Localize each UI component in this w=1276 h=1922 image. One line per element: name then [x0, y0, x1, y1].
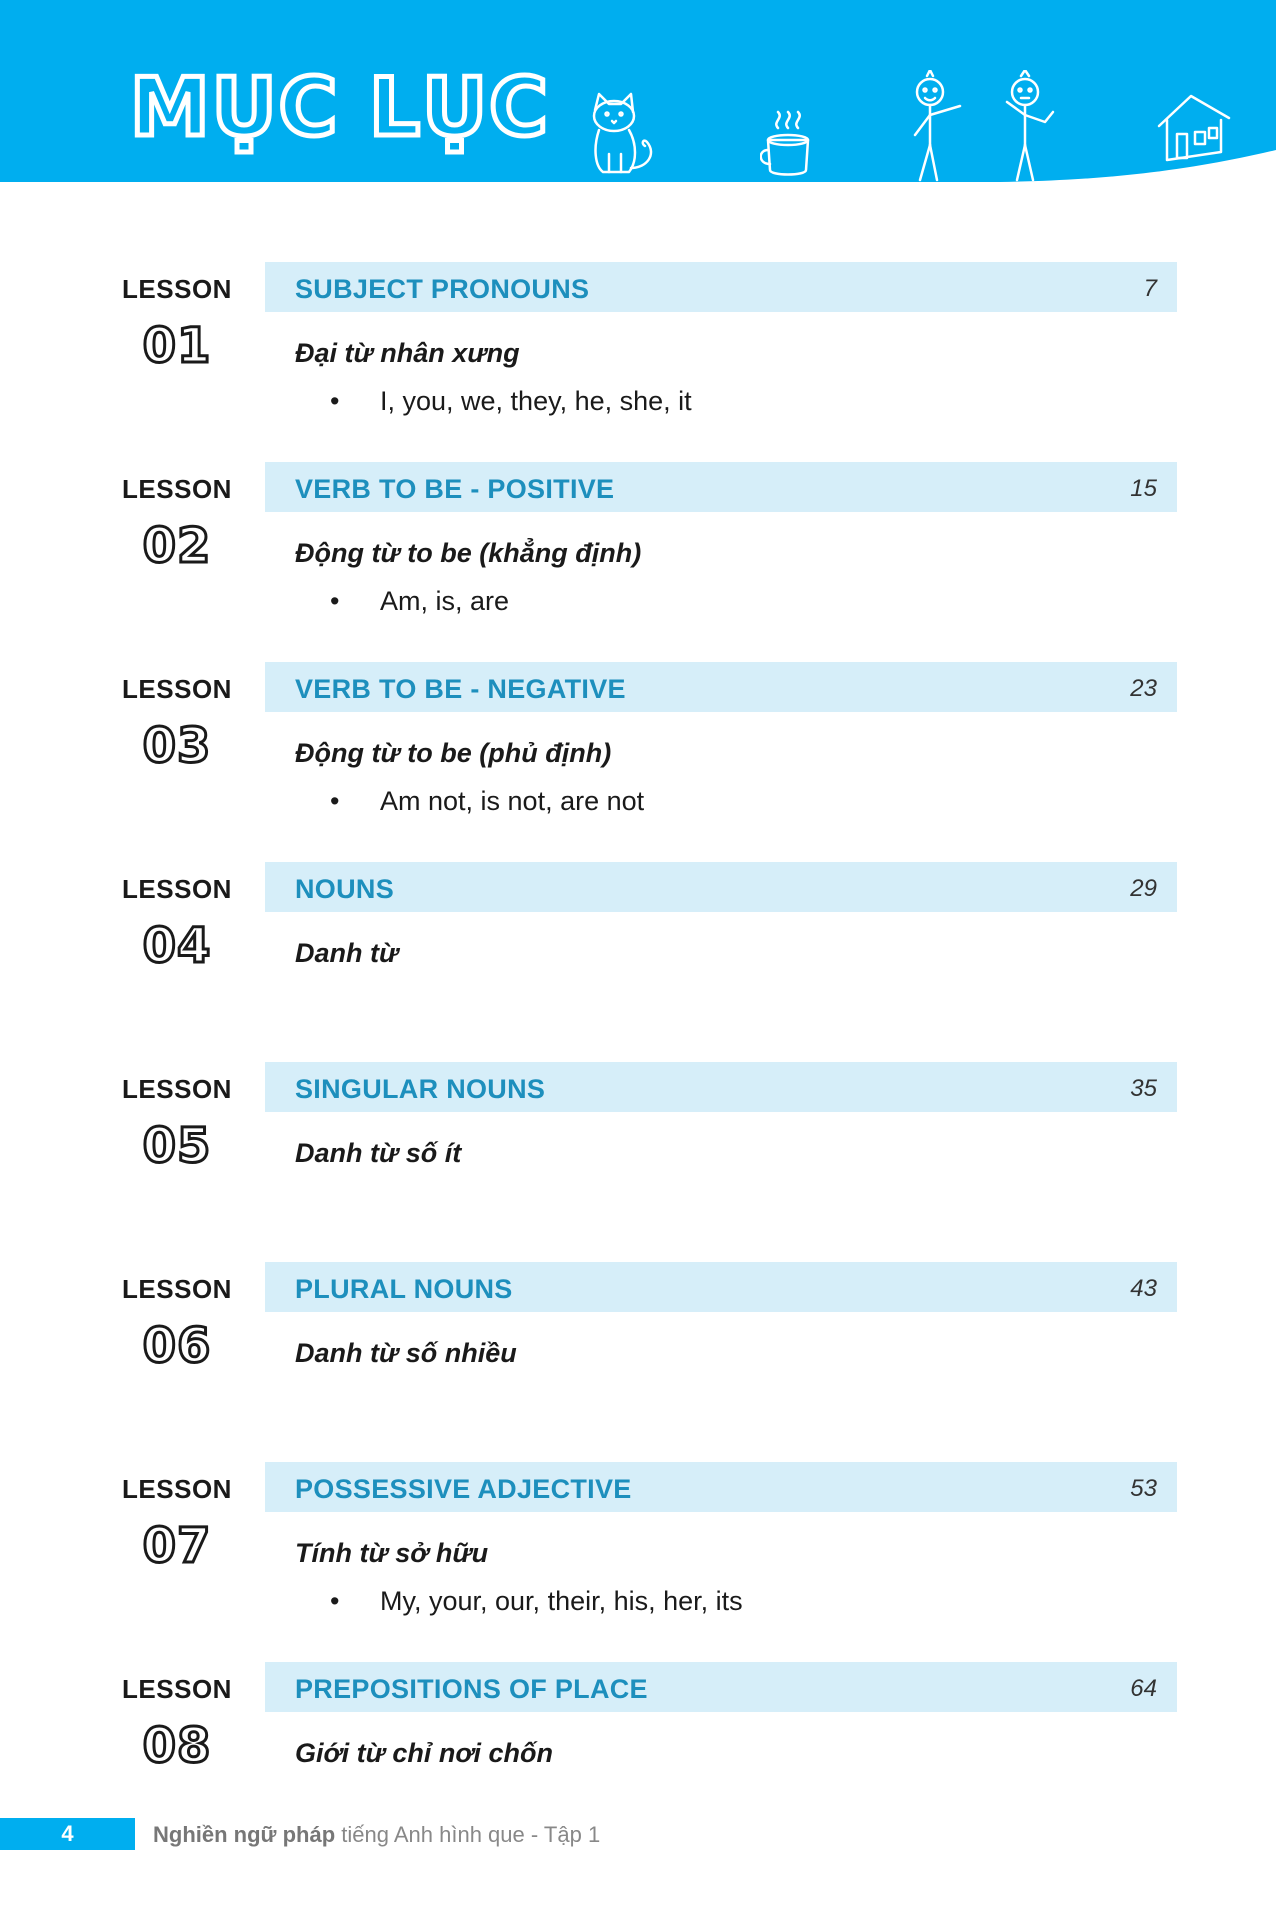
- lesson-title-bar[interactable]: [265, 1062, 1177, 1112]
- lesson-title: SUBJECT PRONOUNS: [295, 274, 590, 304]
- lesson-number: 01: [142, 318, 212, 374]
- lesson-number: 06: [142, 1318, 212, 1374]
- house-icon: [1155, 90, 1235, 170]
- lesson-title-bar[interactable]: [265, 462, 1177, 512]
- lesson-page-number: 53: [1130, 1475, 1157, 1502]
- lesson-title: NOUNS: [295, 874, 395, 904]
- lesson-title-bar[interactable]: [265, 262, 1177, 312]
- lesson-title: POSSESSIVE ADJECTIVE: [295, 1474, 632, 1504]
- lesson-label: LESSON: [122, 674, 232, 704]
- bullet-icon: •: [330, 586, 340, 616]
- lesson-title: PREPOSITIONS OF PLACE: [295, 1674, 648, 1704]
- footer: [0, 1818, 1276, 1850]
- lesson-page-number: 29: [1130, 875, 1157, 902]
- lesson-page-number: 64: [1130, 1675, 1157, 1702]
- lesson-subtitle: Động từ to be (phủ định): [295, 738, 612, 768]
- lesson-subtitle: Danh từ: [295, 938, 399, 968]
- lesson-page-number: 15: [1130, 475, 1157, 502]
- lesson-page-number: 43: [1130, 1275, 1157, 1302]
- lesson-bullet-text: My, your, our, their, his, her, its: [380, 1586, 743, 1616]
- page-number: 4: [0, 1818, 135, 1850]
- lesson-subtitle: Danh từ số ít: [295, 1138, 462, 1168]
- lesson-title-bar[interactable]: [265, 1262, 1177, 1312]
- lesson-title-bar[interactable]: [265, 1662, 1177, 1712]
- lesson-page-number: 7: [1143, 275, 1157, 302]
- lesson-number: 04: [142, 918, 212, 974]
- lesson-label: LESSON: [122, 1474, 232, 1504]
- lesson-bullet-text: Am not, is not, are not: [380, 786, 645, 816]
- book-title-bold: Nghiền ngữ pháp: [153, 1822, 336, 1847]
- header-banner: [0, 0, 1276, 185]
- lesson-entry[interactable]: [0, 1462, 1276, 1662]
- lesson-label: LESSON: [122, 1674, 232, 1704]
- bullet-icon: •: [330, 1586, 340, 1616]
- lesson-page-number: 35: [1130, 1075, 1157, 1102]
- lesson-title-bar[interactable]: [265, 862, 1177, 912]
- coffee-cup-icon: [760, 110, 820, 180]
- lesson-label: LESSON: [122, 1074, 232, 1104]
- bullet-icon: •: [330, 786, 340, 816]
- lesson-subtitle: Danh từ số nhiều: [295, 1338, 517, 1368]
- lesson-number: 02: [142, 518, 212, 574]
- lesson-entry[interactable]: [0, 1662, 1276, 1792]
- lesson-subtitle: Tính từ sở hữu: [295, 1538, 489, 1568]
- lesson-subtitle: Động từ to be (khẳng định): [295, 538, 642, 568]
- cat-icon: [585, 88, 665, 178]
- stick-figures-icon: [905, 70, 1065, 185]
- lesson-title: PLURAL NOUNS: [295, 1274, 513, 1304]
- lesson-title-bar[interactable]: [265, 1462, 1177, 1512]
- book-title-rest: tiếng Anh hình que - Tập 1: [341, 1822, 601, 1847]
- lesson-entry[interactable]: [0, 862, 1276, 1062]
- bullet-icon: •: [330, 386, 340, 416]
- lesson-entry[interactable]: [0, 662, 1276, 862]
- lesson-label: LESSON: [122, 1274, 232, 1304]
- page-title: MỤC LỤC: [130, 61, 550, 154]
- lesson-entry[interactable]: [0, 1262, 1276, 1462]
- lesson-title: VERB TO BE - POSITIVE: [295, 474, 615, 504]
- lesson-title: VERB TO BE - NEGATIVE: [295, 674, 626, 704]
- lesson-label: LESSON: [122, 874, 232, 904]
- lesson-title-bar[interactable]: [265, 662, 1177, 712]
- lesson-page-number: 23: [1130, 675, 1157, 702]
- lesson-number: 03: [142, 718, 212, 774]
- lesson-title: SINGULAR NOUNS: [295, 1074, 546, 1104]
- lesson-bullet-text: I, you, we, they, he, she, it: [380, 386, 692, 416]
- lesson-entry[interactable]: [0, 462, 1276, 662]
- lesson-entry[interactable]: [0, 262, 1276, 462]
- lesson-number: 07: [142, 1518, 212, 1574]
- book-title: [153, 1822, 600, 1848]
- lesson-subtitle: Đại từ nhân xưng: [295, 338, 520, 368]
- lesson-number: 05: [142, 1118, 212, 1174]
- lesson-bullet-text: Am, is, are: [380, 586, 510, 616]
- lesson-label: LESSON: [122, 274, 232, 304]
- lesson-subtitle: Giới từ chỉ nơi chốn: [295, 1738, 554, 1768]
- lesson-entry[interactable]: [0, 1062, 1276, 1262]
- lesson-label: LESSON: [122, 474, 232, 504]
- lesson-number: 08: [142, 1718, 212, 1774]
